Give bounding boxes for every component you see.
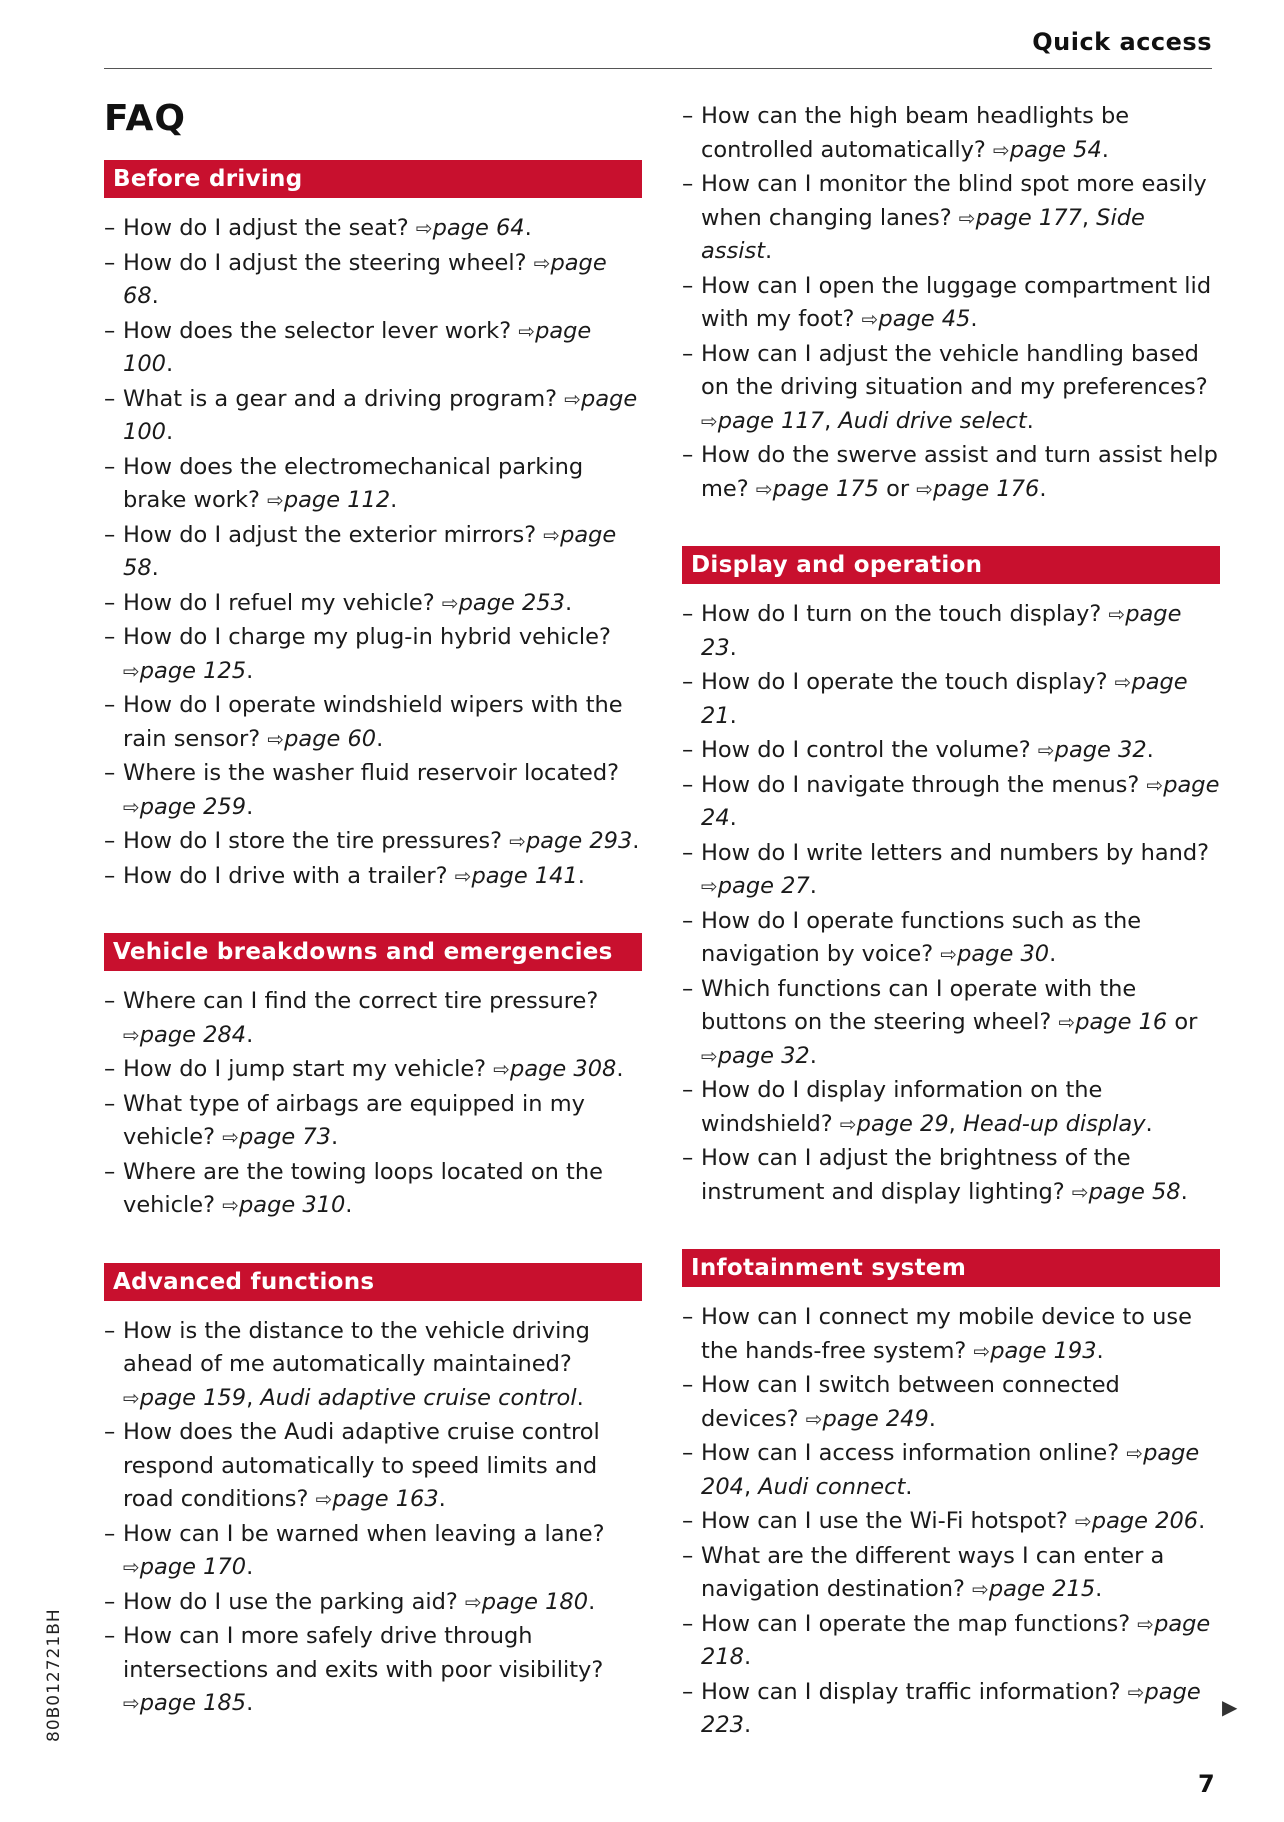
faq-item: – How do I operate the touch display? ⇨page 21.: [682, 666, 1220, 733]
question-text: Which functions can I operate with the buttons on the steering wheel?: [701, 975, 1137, 1035]
faq-item: – How does the selector lever work? ⇨page 100.: [104, 315, 642, 382]
page-reference-link[interactable]: page 24: [701, 771, 1220, 831]
question-text: How do I adjust the exterior mirrors?: [123, 521, 544, 548]
question-text: What are the different ways I can enter a navigation destination?: [701, 1542, 1165, 1602]
page-ref-arrow-icon: ⇨: [958, 205, 976, 230]
question-text: How does the selector lever work?: [123, 317, 519, 344]
page-reference-link[interactable]: page 259: [139, 793, 247, 820]
page-ref-arrow-icon: ⇨: [267, 726, 285, 751]
faq-item: – How do I turn on the touch display? ⇨page 23.: [682, 598, 1220, 665]
page-ref-arrow-icon: ⇨: [1137, 1611, 1155, 1636]
page-reference-link[interactable]: page 100: [123, 385, 638, 445]
page-ref-arrow-icon: ⇨: [222, 1125, 239, 1149]
faq-item: – How can I operate the map functions? ⇨page 218.: [682, 1608, 1220, 1675]
faq-list: [104, 985, 642, 1223]
page-ref-arrow-icon: ⇨: [315, 1487, 333, 1511]
faq-item: – How do I jump start my vehicle? ⇨page 308.: [104, 1053, 642, 1087]
page-reference-link[interactable]: page 68: [123, 249, 607, 309]
page-ref-arrow-icon: ⇨: [805, 1406, 823, 1431]
page-ref-arrow-icon: ⇨: [123, 1385, 140, 1410]
page-ref-arrow-icon: ⇨: [415, 216, 433, 240]
question-text: How can I be warned when leaving a lane?: [123, 1520, 605, 1547]
faq-list: [682, 100, 1220, 506]
question-text: How do I drive with a trailer?: [123, 862, 455, 889]
question-text: What is a gear and a driving program?: [123, 385, 565, 412]
question-text: How can I use the Wi-Fi hotspot?: [701, 1508, 1076, 1534]
page-title: FAQ: [104, 98, 186, 139]
question-text: How can I switch between connected devices?: [701, 1372, 1120, 1432]
section-reference-title: Audi drive select: [838, 407, 1027, 434]
page-reference-link[interactable]: page 170: [139, 1554, 247, 1580]
faq-section: [682, 1249, 1220, 1743]
faq-item: – How can I adjust the brightness of the instrument and display lighting? ⇨page 58.: [682, 1142, 1220, 1209]
faq-item: – How do I use the parking aid? ⇨page 180.: [104, 1586, 642, 1620]
page-reference-link[interactable]: page 141: [471, 862, 578, 889]
running-header: Quick access: [1032, 28, 1212, 56]
page-reference-link[interactable]: page 45: [878, 306, 971, 332]
section-heading: Vehicle breakdowns and emergencies: [104, 933, 642, 971]
page-ref-arrow-icon: ⇨: [123, 794, 140, 819]
question-text: How do I adjust the steering wheel?: [123, 249, 534, 276]
question-text: How do I turn on the touch display?: [701, 601, 1109, 627]
faq-item: – How can I more safely drive through intersections and exits with poor visibility? ⇨page 185.: [104, 1620, 642, 1721]
faq-item: – How do I charge my plug-in hybrid vehicle? ⇨page 125.: [104, 621, 642, 688]
continue-arrow-icon: ▶: [1222, 1695, 1238, 1719]
page-ref-arrow-icon: ⇨: [701, 408, 718, 433]
question-text: How do I use the parking aid?: [123, 1588, 465, 1615]
faq-item: – How can I access information online? ⇨page 204, Audi connect.: [682, 1437, 1220, 1504]
page-ref-arrow-icon: ⇨: [533, 250, 551, 275]
section-heading: Infotainment system: [682, 1249, 1220, 1287]
faq-item: – How do I adjust the steering wheel? ⇨page 68.: [104, 247, 642, 314]
page-reference-link[interactable]: page 125: [139, 657, 247, 684]
faq-item: – How can I connect my mobile device to use the hands-free system? ⇨page 193.: [682, 1301, 1220, 1368]
page-reference-link[interactable]: page 193: [990, 1337, 1097, 1364]
faq-item: – How can I be warned when leaving a lane? ⇨page 170.: [104, 1518, 642, 1585]
question-text: How do I refuel my vehicle?: [123, 589, 442, 616]
page-number: 7: [1198, 1770, 1215, 1798]
page-reference-link[interactable]: page 206: [1091, 1508, 1199, 1534]
faq-section: [104, 1263, 642, 1721]
document-code: 80B012721BH: [44, 1608, 64, 1742]
page-reference-link[interactable]: page 32: [717, 1042, 810, 1069]
page-ref-arrow-icon: ⇨: [1114, 670, 1132, 694]
page-ref-arrow-icon: ⇨: [123, 1022, 140, 1047]
faq-item: – How is the distance to the vehicle driving ahead of me automatically maintained? ⇨page 159, Audi adaptive cruise control.: [104, 1315, 642, 1416]
question-text: How do I store the tire pressures?: [123, 828, 510, 854]
page-ref-arrow-icon: ⇨: [972, 1577, 989, 1601]
page-reference-link[interactable]: page 218: [701, 1610, 1211, 1670]
section-reference-title: Head-up display: [962, 1110, 1146, 1137]
faq-item: – How can I use the Wi-Fi hotspot? ⇨page 206.: [682, 1505, 1220, 1539]
page-reference-link[interactable]: page 223: [701, 1678, 1201, 1738]
section-heading: Advanced functions: [104, 1263, 642, 1301]
page-ref-arrow-icon: ⇨: [123, 1691, 140, 1715]
faq-section: [104, 933, 642, 1223]
page-ref-arrow-icon: ⇨: [123, 658, 140, 683]
page-ref-arrow-icon: ⇨: [123, 1555, 140, 1579]
faq-item: – How does the electromechanical parking brake work? ⇨page 112.: [104, 451, 642, 518]
faq-list: [682, 598, 1220, 1209]
question-text: Where are the towing loops located on the vehicle?: [123, 1158, 603, 1218]
question-text: How can I monitor the blind spot more easily when changing lanes?: [701, 171, 1207, 231]
page-reference-link[interactable]: page 253: [458, 589, 565, 616]
page-ref-arrow-icon: ⇨: [454, 863, 472, 888]
page-reference-link[interactable]: page 58: [1088, 1178, 1181, 1205]
page-ref-arrow-icon: ⇨: [940, 942, 958, 966]
page-ref-arrow-icon: ⇨: [1146, 772, 1164, 797]
page-reference-link[interactable]: page 249: [822, 1405, 929, 1432]
faq-item: – How do I refuel my vehicle? ⇨page 253.: [104, 587, 642, 621]
question-text: How can I connect my mobile device to use the hands-free system?: [701, 1304, 1192, 1364]
faq-item: – How do I write letters and numbers by hand? ⇨page 27.: [682, 837, 1220, 904]
faq-item: – How do the swerve assist and turn assist help me? ⇨page 175 or ⇨page 176.: [682, 439, 1220, 506]
question-text: How can I open the luggage compartment lid with my foot?: [701, 272, 1212, 332]
faq-item: – How do I store the tire pressures? ⇨page 293.: [104, 825, 642, 859]
page-reference-link[interactable]: page 27: [717, 873, 810, 899]
faq-item: – How do I control the volume? ⇨page 32.: [682, 734, 1220, 768]
page-ref-arrow-icon: ⇨: [564, 386, 582, 411]
page-reference-link[interactable]: page 58: [123, 521, 617, 581]
page-ref-arrow-icon: ⇨: [839, 1111, 857, 1136]
page-ref-arrow-icon: ⇨: [222, 1193, 239, 1217]
section-reference-title: Audi connect: [758, 1473, 906, 1500]
page-reference-link[interactable]: page 100: [123, 317, 592, 377]
question-text: How do I operate windshield wipers with the rain sensor?: [123, 692, 623, 752]
question-text: Where can I find the correct tire pressure?: [123, 988, 599, 1014]
faq-item: – How can I display traffic information? ⇨page 223.: [682, 1676, 1220, 1743]
page-reference-link[interactable]: page 284: [139, 1021, 247, 1048]
left-column: [104, 160, 642, 1761]
faq-item: – How can I open the luggage compartment lid with my foot? ⇨page 45.: [682, 270, 1220, 337]
page-ref-arrow-icon: ⇨: [701, 874, 718, 898]
question-text: How can I adjust the vehicle handling based on the driving situation and my preferences?: [701, 340, 1208, 400]
faq-item: – What is a gear and a driving program? ⇨page 100.: [104, 383, 642, 450]
page-reference-link[interactable]: page 117: [717, 407, 825, 434]
section-reference-title: Audi adaptive cruise control: [260, 1384, 577, 1411]
page-reference-link[interactable]: page 175: [772, 475, 879, 502]
question-text: How does the Audi adaptive cruise control respond automatically to speed limits and road conditions?: [123, 1419, 600, 1512]
page-ref-arrow-icon: ⇨: [973, 1338, 991, 1363]
faq-item: – How can I monitor the blind spot more easily when changing lanes? ⇨page 177, Side assist.: [682, 168, 1220, 269]
faq-item: – How do I adjust the exterior mirrors? ⇨page 58.: [104, 519, 642, 586]
page-reference-link[interactable]: page 163: [332, 1486, 439, 1512]
page-reference-link[interactable]: page 16: [1075, 1009, 1168, 1035]
header-divider: [104, 68, 1212, 69]
faq-item: – How do I display information on the windshield? ⇨page 29, Head-up display.: [682, 1074, 1220, 1141]
question-text: How do I operate functions such as the navigation by voice?: [701, 907, 1142, 967]
question-text: Where is the washer fluid reservoir located?: [123, 760, 620, 786]
page-ref-arrow-icon: ⇨: [916, 476, 934, 501]
faq-list: [104, 212, 642, 893]
faq-item: – Where can I find the correct tire pressure? ⇨page 284.: [104, 985, 642, 1052]
faq-section: [682, 546, 1220, 1209]
page-ref-arrow-icon: ⇨: [509, 829, 526, 853]
page-reference-link[interactable]: page 23: [701, 601, 1182, 661]
page-ref-arrow-icon: ⇨: [1126, 1441, 1144, 1465]
question-text: How does the electromechanical parking brake work?: [123, 453, 584, 513]
faq-list: [104, 1315, 642, 1721]
question-text: How can the high beam headlights be controlled automatically?: [701, 103, 1130, 163]
page-reference-link[interactable]: page 73: [239, 1124, 331, 1150]
question-text: How can I more safely drive through intersections and exits with poor visibility?: [123, 1623, 604, 1683]
page-ref-arrow-icon: ⇨: [1037, 738, 1055, 762]
page-ref-arrow-icon: ⇨: [993, 137, 1010, 162]
page-reference-link[interactable]: page 177: [975, 204, 1082, 231]
question-text: How do the swerve assist and turn assist help me?: [701, 442, 1218, 502]
page-ref-arrow-icon: ⇨: [518, 318, 536, 343]
page-reference-link[interactable]: page 215: [988, 1576, 1096, 1602]
page-ref-arrow-icon: ⇨: [543, 522, 561, 547]
page-ref-arrow-icon: ⇨: [465, 1589, 482, 1614]
question-text: How do I charge my plug-in hybrid vehicle?: [123, 624, 611, 650]
question-text: How can I access information online?: [701, 1440, 1127, 1466]
faq-item: – How can I switch between connected devices? ⇨page 249.: [682, 1369, 1220, 1436]
faq-item: – How do I navigate through the menus? ⇨page 24.: [682, 769, 1220, 836]
page-reference-link[interactable]: page 180: [481, 1588, 589, 1615]
page-ref-arrow-icon: ⇨: [493, 1057, 511, 1081]
question-text: What type of airbags are equipped in my vehicle?: [123, 1090, 585, 1150]
faq-item: – What are the different ways I can enter a navigation destination? ⇨page 215.: [682, 1540, 1220, 1607]
faq-item: – How does the Audi adaptive cruise control respond automatically to speed limits and road conditions? ⇨page 163.: [104, 1416, 642, 1517]
faq-section: [682, 100, 1220, 506]
section-heading: Before driving: [104, 160, 642, 198]
question-text: How do I navigate through the menus?: [701, 771, 1147, 798]
page-ref-arrow-icon: ⇨: [1127, 1679, 1145, 1704]
faq-item: – Which functions can I operate with the buttons on the steering wheel? ⇨page 16 or ⇨page 32.: [682, 973, 1220, 1074]
question-text: How can I adjust the brightness of the instrument and display lighting?: [701, 1145, 1131, 1205]
page-reference-link[interactable]: page 112: [283, 487, 391, 513]
page-ref-arrow-icon: ⇨: [1108, 602, 1126, 626]
page-ref-arrow-icon: ⇨: [861, 307, 879, 331]
page-reference-link[interactable]: page 204: [701, 1440, 1200, 1500]
faq-item: – Where are the towing loops located on the vehicle? ⇨page 310.: [104, 1156, 642, 1223]
page-reference-link[interactable]: page 293: [525, 828, 633, 854]
page-ref-arrow-icon: ⇨: [1071, 1179, 1089, 1204]
question-text: How do I operate the touch display?: [701, 669, 1115, 695]
faq-section: [104, 160, 642, 893]
faq-item: – How do I drive with a trailer? ⇨page 141.: [104, 860, 642, 894]
question-text: How is the distance to the vehicle driving ahead of me automatically maintained?: [123, 1317, 590, 1377]
section-heading: Display and operation: [682, 546, 1220, 584]
question-text: How can I operate the map functions?: [701, 1610, 1138, 1637]
page-reference-link[interactable]: page 30: [957, 941, 1050, 967]
page-reference-link[interactable]: page 64: [432, 215, 525, 241]
question-text: How do I display information on the windshield?: [701, 1077, 1103, 1137]
page-ref-arrow-icon: ⇨: [701, 1043, 718, 1068]
faq-item: – Where is the washer fluid reservoir located? ⇨page 259.: [104, 757, 642, 824]
page-ref-arrow-icon: ⇨: [1058, 1010, 1076, 1034]
question-text: How do I write letters and numbers by hand?: [701, 839, 1210, 866]
page-reference-link[interactable]: page 54: [1009, 136, 1102, 163]
page-ref-arrow-icon: ⇨: [1075, 1509, 1092, 1533]
faq-item: – How do I operate windshield wipers with the rain sensor? ⇨page 60.: [104, 689, 642, 756]
question-text: How do I control the volume?: [701, 737, 1038, 763]
page-reference-link[interactable]: page 185: [139, 1690, 247, 1716]
faq-item: – How do I adjust the seat? ⇨page 64.: [104, 212, 642, 246]
page-reference-link[interactable]: page 29: [856, 1110, 949, 1137]
page-ref-arrow-icon: ⇨: [441, 590, 459, 615]
page-ref-arrow-icon: ⇨: [267, 488, 284, 512]
faq-item: – How can the high beam headlights be controlled automatically? ⇨page 54.: [682, 100, 1220, 167]
right-column: [682, 100, 1220, 1783]
page-reference-link[interactable]: page 308: [510, 1056, 617, 1082]
page-reference-link[interactable]: page 60: [284, 725, 377, 752]
question-text: How do I jump start my vehicle?: [123, 1056, 494, 1082]
faq-item: – What type of airbags are equipped in my vehicle? ⇨page 73.: [104, 1088, 642, 1155]
page-reference-link[interactable]: page 310: [239, 1192, 346, 1218]
page-reference-link[interactable]: page 159: [139, 1384, 247, 1411]
question-text: How can I display traffic information?: [701, 1678, 1128, 1705]
page-reference-link[interactable]: page 32: [1054, 737, 1147, 763]
section-reference-title: Side assist: [701, 204, 1145, 264]
faq-item: – How can I adjust the vehicle handling based on the driving situation and my preferences? ⇨page 117, Audi drive select.: [682, 338, 1220, 439]
question-text: How do I adjust the seat?: [123, 215, 416, 241]
page-ref-arrow-icon: ⇨: [755, 476, 773, 501]
faq-item: – How do I operate functions such as the navigation by voice? ⇨page 30.: [682, 905, 1220, 972]
page-reference-link[interactable]: page 21: [701, 669, 1188, 729]
page-reference-link[interactable]: page 176: [933, 475, 1040, 502]
faq-list: [682, 1301, 1220, 1743]
